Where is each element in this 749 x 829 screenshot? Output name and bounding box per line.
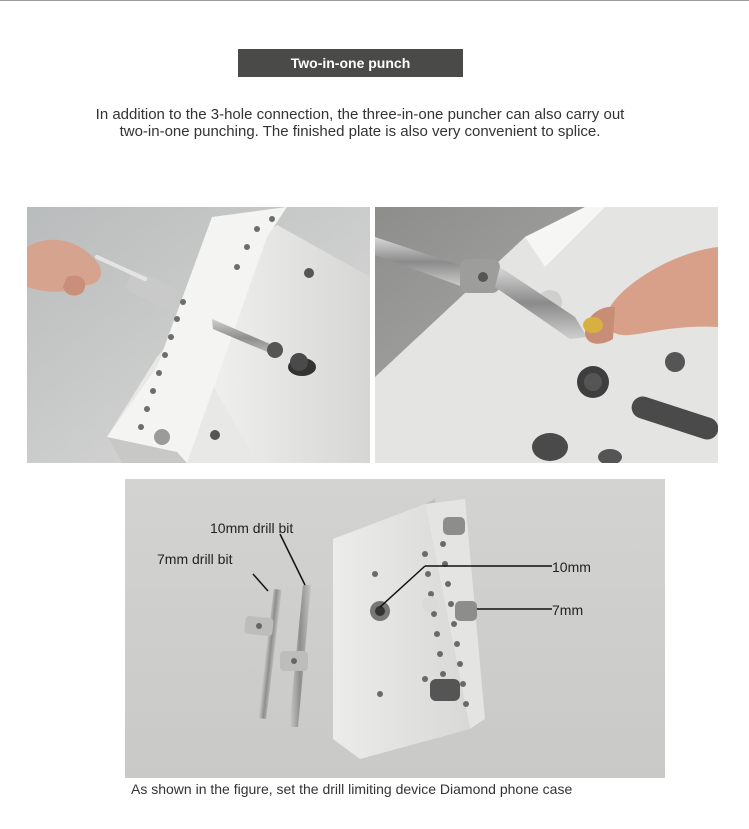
- fastening-photo: [375, 207, 718, 463]
- hole-7mm-label: 7mm: [552, 602, 584, 618]
- drilling-photo-illustration: [27, 207, 370, 463]
- photo-caption: As shown in the figure, set the drill limiting device Diamond phone case: [131, 781, 573, 797]
- hole-10mm-label: 10mm: [552, 559, 591, 575]
- annotated-jig-photo: [125, 479, 665, 778]
- intro-paragraph: [50, 106, 670, 140]
- drill-7mm-label: 7mm drill bit: [157, 551, 233, 567]
- section-title: [238, 49, 463, 77]
- section-title-text: Two-in-one punch: [290, 55, 411, 71]
- drilling-photo: [27, 207, 370, 463]
- drill-10mm-label: 10mm drill bit: [210, 520, 294, 536]
- intro-line-1: In addition to the 3-hole connection, the three-in-one puncher can also carry out: [95, 106, 625, 123]
- intro-line-2: two-in-one punching. The finished plate is also very convenient to splice.: [119, 123, 601, 140]
- top-divider: [0, 0, 749, 1]
- annotated-jig-illustration: [125, 479, 665, 778]
- fastening-photo-illustration: [375, 207, 718, 463]
